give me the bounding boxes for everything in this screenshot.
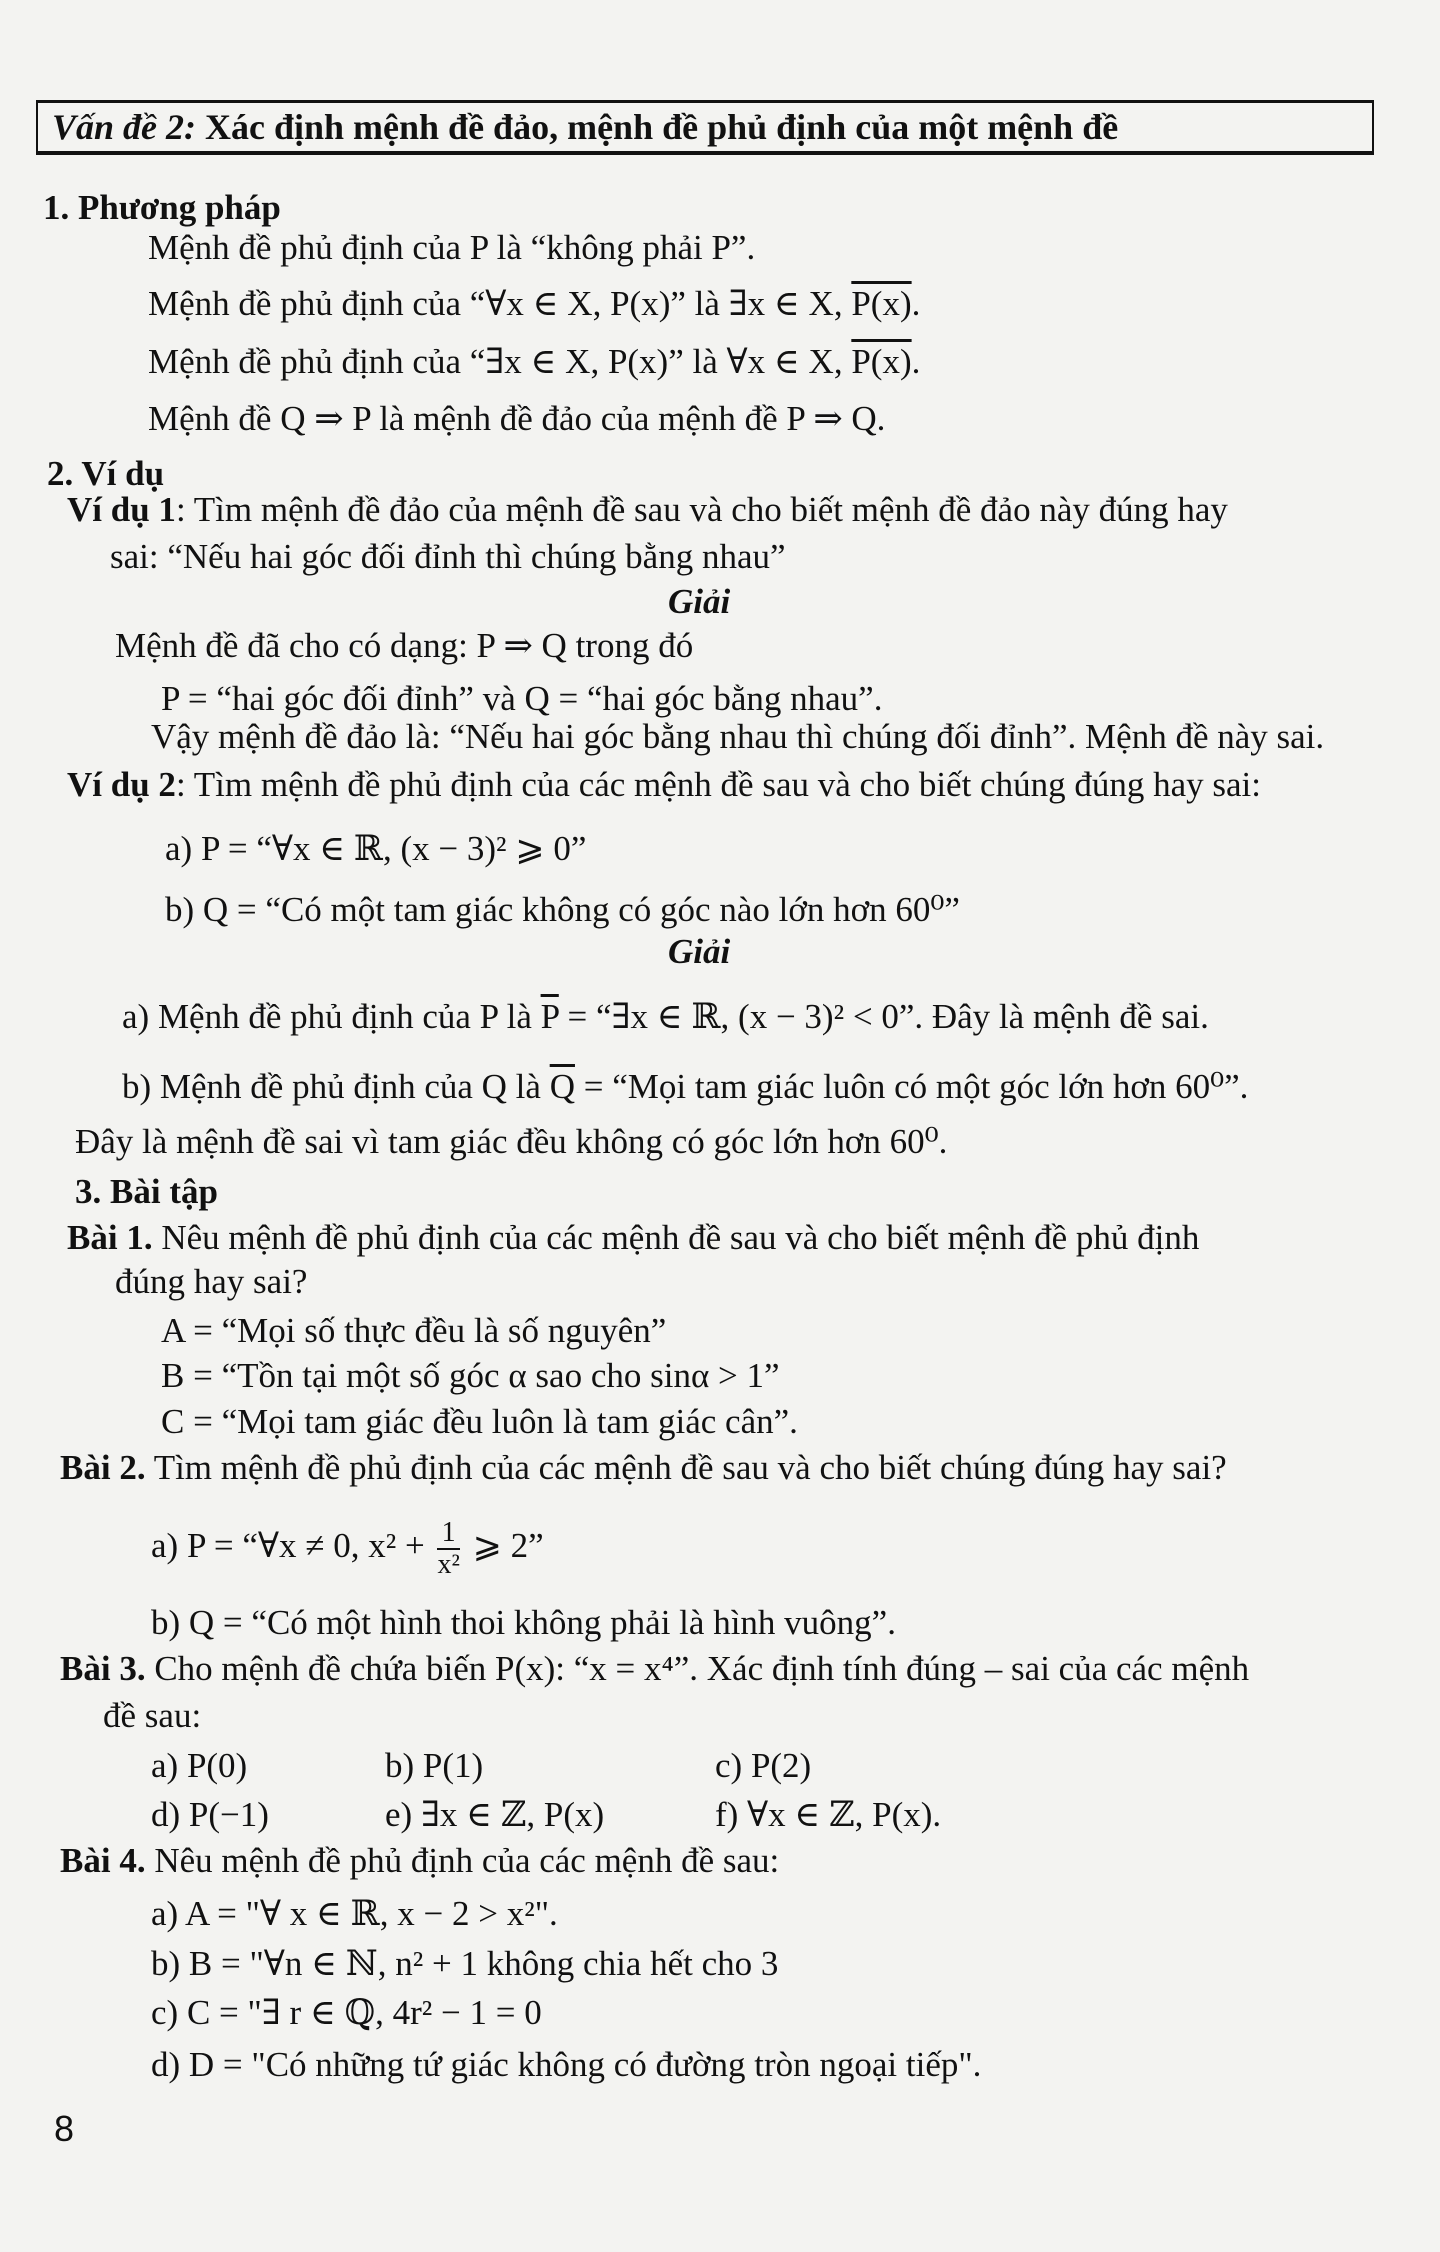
conclusion: Đây là mệnh đề sai vì tam giác đều không có góc lớn hơn 60⁰. [75,1122,948,1161]
exercise-item: e) ∃x ∈ ℤ, P(x) [385,1795,605,1834]
fraction [437,1518,459,1580]
exercise-1 [67,1218,1199,1258]
exercise-label: Bài 1. [67,1218,153,1257]
section-title [52,107,1118,147]
text: . [911,284,921,323]
text: = “Mọi tam giác luôn có một góc lớn hơn 60⁰”. [574,1067,1249,1106]
examples-heading: 2. Ví dụ [47,454,165,493]
method-line [148,342,920,382]
negation-overline: P(x) [851,284,912,323]
exercise-1-cont: đúng hay sai? [115,1262,308,1301]
example-1 [67,490,1228,530]
exercise-item: C = “Mọi tam giác đều luôn là tam giác cân”. [161,1402,798,1441]
text: a) Mệnh đề phủ định của P là [122,997,541,1036]
method-line: Mệnh đề phủ định của P là “không phải P”. [148,228,756,267]
example-1-cont: sai: “Nếu hai góc đối đỉnh thì chúng bằng nhau” [110,537,786,576]
section-title-box [36,100,1374,155]
text: Tìm mệnh đề phủ định của các mệnh đề sau và cho biết chúng đúng hay sai? [145,1448,1227,1487]
exercise-item: d) P(−1) [151,1795,269,1834]
text: b) Mệnh đề phủ định của Q là [122,1067,550,1106]
exercise-item: b) P(1) [385,1746,484,1785]
text: Nêu mệnh đề phủ định của các mệnh đề sau: [145,1841,780,1880]
example-2-b: b) Q = “Có một tam giác không có góc nào lớn hơn 60⁰” [165,890,960,929]
exercise-item: f) ∀x ∈ ℤ, P(x). [715,1795,942,1834]
exercise-2-b: b) Q = “Có một hình thoi không phải là hình vuông”. [151,1603,896,1642]
exercises-heading: 3. Bài tập [75,1172,218,1211]
exercise-3 [60,1649,1249,1689]
section-title-text: Xác định mệnh đề đảo, mệnh đề phủ định của một mệnh đề [205,107,1119,147]
text: ⩾ 2” [463,1526,544,1565]
text: Mệnh đề phủ định của “∃x ∈ X, P(x)” là ∀x ∈ X, [148,342,852,381]
page-number: 8 [54,2108,75,2149]
section-title-label: Vấn đề 2: [52,107,196,147]
exercise-item: a) P(0) [151,1746,248,1785]
negation-overline: P(x) [851,342,912,381]
example-2 [67,765,1261,805]
exercise-item: c) C = "∃ r ∈ ℚ, 4r² − 1 = 0 [151,1993,542,2032]
text: Mệnh đề phủ định của “∀x ∈ X, P(x)” là ∃x ∈ X, [148,284,852,323]
negation-overline: $\overline{P}$ [540,997,559,1036]
exercise-2-a [151,1516,544,1580]
exercise-item: c) P(2) [715,1746,812,1785]
numerator: 1 [437,1518,459,1550]
exercise-label: Bài 3. [60,1649,146,1688]
solution-line: P = “hai góc đối đỉnh” và Q = “hai góc bằng nhau”. [161,679,883,718]
exercise-item: B = “Tồn tại một số góc α sao cho sinα > 1” [161,1356,780,1395]
solution-line: Vậy mệnh đề đảo là: “Nếu hai góc bằng nhau thì chúng đối đỉnh”. Mệnh đề này sai. [151,717,1325,756]
text: a) P = “∀x ≠ 0, x² + [151,1526,434,1565]
solution-line: Mệnh đề đã cho có dạng: P ⇒ Q trong đó [115,626,694,665]
exercise-label: Bài 4. [60,1841,146,1880]
text: : Tìm mệnh đề đảo của mệnh đề sau và cho biết mệnh đề đảo này đúng hay [175,490,1228,529]
example-label: Ví dụ 2 [67,765,176,804]
text: : Tìm mệnh đề phủ định của các mệnh đề sau và cho biết chúng đúng hay sai: [175,765,1261,804]
method-heading: 1. Phương pháp [43,188,281,227]
solution-line [122,997,1209,1037]
solution-line [122,1067,1248,1107]
example-2-a: a) P = “∀x ∈ ℝ, (x − 3)² ⩾ 0” [165,829,587,868]
exercise-label: Bài 2. [60,1448,146,1487]
text: = “∃x ∈ ℝ, (x − 3)² < 0”. Đây là mệnh đề sai. [558,997,1209,1036]
method-line: Mệnh đề Q ⇒ P là mệnh đề đảo của mệnh đề P ⇒ Q. [148,399,886,438]
example-label: Ví dụ 1 [67,490,176,529]
exercise-2 [60,1448,1227,1488]
exercise-item: A = “Mọi số thực đều là số nguyên” [161,1311,667,1350]
exercise-3-cont: đề sau: [103,1696,202,1735]
solution-label: Giải [668,582,731,621]
exercise-item: d) D = "Có những tứ giác không có đường tròn ngoại tiếp". [151,2045,982,2084]
exercise-4 [60,1841,779,1881]
denominator: x² [437,1548,460,1580]
text: . [911,342,921,381]
solution-label: Giải [668,932,731,971]
negation-overline: $\overline{Q}$ [549,1067,575,1106]
exercise-item: a) A = "∀ x ∈ ℝ, x − 2 > x²". [151,1894,558,1933]
method-line [148,284,920,324]
text: Nêu mệnh đề phủ định của các mệnh đề sau và cho biết mệnh đề phủ định [152,1218,1200,1257]
text: Cho mệnh đề chứa biến P(x): “x = x⁴”. Xác định tính đúng – sai của các mệnh [145,1649,1250,1688]
exercise-item: b) B = "∀n ∈ ℕ, n² + 1 không chia hết cho 3 [151,1944,779,1983]
